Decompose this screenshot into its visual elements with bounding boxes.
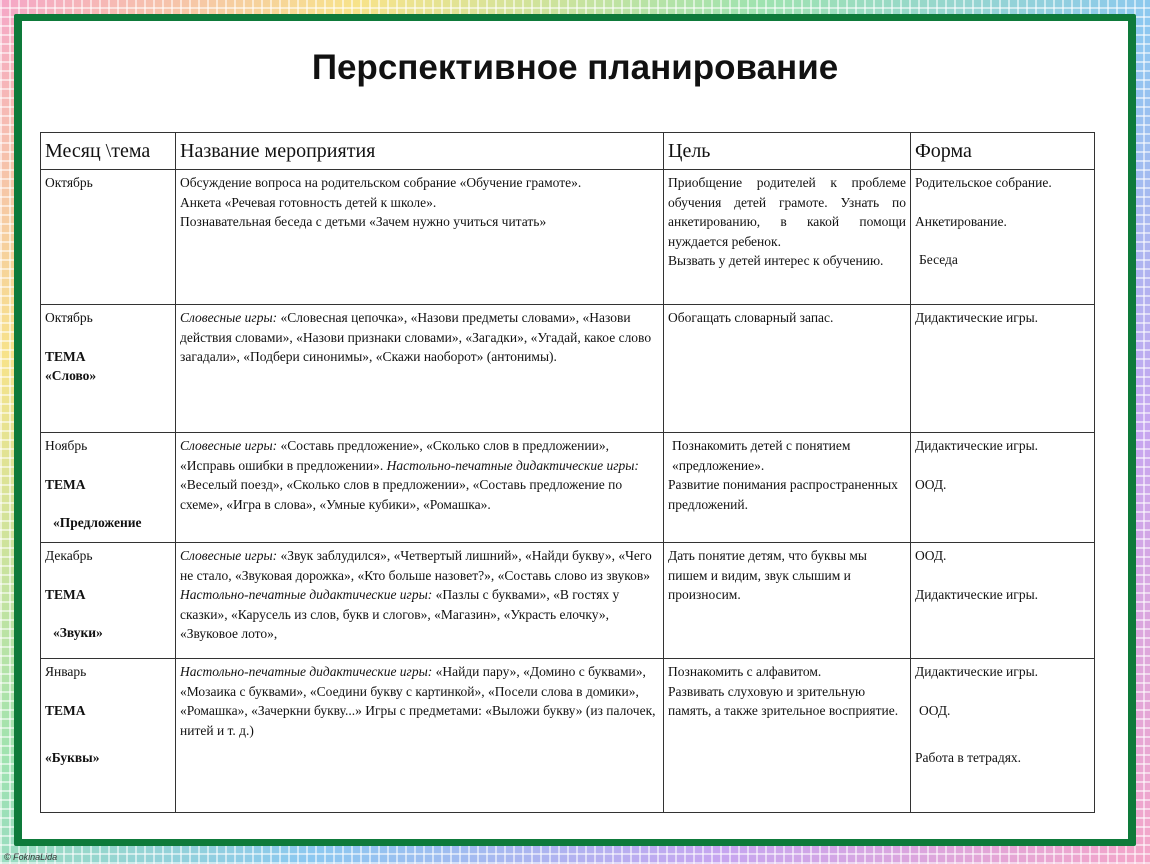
cell-goal <box>664 170 911 305</box>
goal-text: Приобщение родителей к проблеме обучения детей грамоте. Узнать по анкетированию, в какой помощи нуждается ребенок. <box>668 175 906 249</box>
form-text: Дидактические игры. <box>915 438 1039 453</box>
cell-month <box>41 659 176 813</box>
watermark: © FokinaLida <box>4 852 58 862</box>
cell-event <box>176 305 664 433</box>
page-title: Перспективное планирование <box>311 48 839 87</box>
table-row <box>41 305 1095 433</box>
form-text: ООД. <box>919 702 951 718</box>
theme-name: «Слово» <box>45 368 97 383</box>
event-category: Настольно-печатные дидактические игры: <box>180 587 433 602</box>
cell-form <box>911 170 1095 305</box>
planning-table <box>40 132 1095 813</box>
cell-goal <box>664 433 911 543</box>
form-text: Анкетирование. <box>915 213 1007 229</box>
header-event: Название мероприятия <box>176 133 664 170</box>
theme-name: «Предложение <box>53 515 142 530</box>
event-category: Настольно-печатные дидактические игры: <box>180 664 433 679</box>
event-category: Словесные игры: <box>180 310 278 325</box>
event-text: «Пазлы с буквами», «В гостях у сказки», «Карусель из слов, букв и слогов», «Магазин», «Украсть елочку», «Звуковое лото», <box>180 587 620 641</box>
cell-event <box>176 433 664 543</box>
form-text: Работа в тетрадях. <box>915 750 1022 765</box>
form-text: Дидактические игры. <box>915 310 1039 325</box>
cell-month <box>41 543 176 659</box>
cell-month <box>41 433 176 543</box>
cell-event <box>176 659 664 813</box>
cell-month <box>41 305 176 433</box>
month-name: Декабрь <box>45 548 93 563</box>
event-category: Настольно-печатные дидактические игры: <box>383 457 639 473</box>
event-text: «Составь предложение», «Сколько слов в предложении», «Исправь ошибки в предложении». <box>180 438 609 473</box>
form-text: Родительское собрание. <box>915 175 1052 190</box>
form-text: ООД. <box>915 548 947 563</box>
cell-form <box>911 543 1095 659</box>
event-text: Познавательная беседа с детьми «Зачем нужно учиться читать» <box>180 214 547 229</box>
cell-goal <box>664 543 911 659</box>
theme-label: ТЕМА <box>45 586 86 602</box>
goal-text: Развивать слуховую и зрительную память, а также зрительное восприятие. <box>668 683 899 718</box>
cell-event <box>176 170 664 305</box>
goal-text: Развитие понимания распространенных предложений. <box>668 477 898 512</box>
theme-name: «Буквы» <box>45 750 100 765</box>
cell-month <box>41 170 176 305</box>
table-row <box>41 433 1095 543</box>
form-text: Беседа <box>919 252 958 267</box>
goal-text: Познакомить детей с понятием «предложение». <box>672 438 851 473</box>
form-text: Дидактические игры. <box>915 664 1039 679</box>
goal-text: Обогащать словарный запас. <box>668 310 834 325</box>
event-category: Словесные игры: <box>180 438 278 453</box>
cell-form <box>911 659 1095 813</box>
form-text: Дидактические игры. <box>915 586 1039 602</box>
month-name: Октябрь <box>45 175 93 190</box>
header-month: Месяц \тема <box>41 133 176 170</box>
table-header-row <box>41 133 1095 170</box>
event-text: Анкета «Речевая готовность детей к школе». <box>180 194 437 210</box>
month-name: Январь <box>45 664 87 679</box>
header-goal: Цель <box>664 133 911 170</box>
cell-event <box>176 543 664 659</box>
theme-label: ТЕМА <box>45 348 86 364</box>
header-form: Форма <box>911 133 1095 170</box>
event-category: Словесные игры: <box>180 548 278 563</box>
theme-name: «Звуки» <box>53 625 103 640</box>
goal-text: Вызвать у детей интерес к обучению. <box>668 253 884 268</box>
cell-form <box>911 433 1095 543</box>
table-row <box>41 543 1095 659</box>
goal-text: Познакомить с алфавитом. <box>668 664 822 679</box>
cell-goal <box>664 305 911 433</box>
event-text: «Веселый поезд», «Сколько слов в предложении», «Составь предложение по схеме», «Игра в слова», «Умные кубики», «Ромашка». <box>180 477 623 512</box>
cell-goal <box>664 659 911 813</box>
event-text: «Звук заблудился», «Четвертый лишний», «Найди букву», «Чего не стало, «Звуковая дорожка», «Кто больше назовет?», «Составь слово из звуков» <box>180 548 652 583</box>
goal-text: Дать понятие детям, что буквы мы пишем и видим, звук слышим и произносим. <box>668 548 867 602</box>
event-text: «Словесная цепочка», «Назови предметы словами», «Назови действия словами», «Назови признаки словами», «Загадки», «Угадай, какое слово загадали», «Подбери синонимы», «Скажи наоборот» (антонимы). <box>180 310 652 364</box>
cell-form <box>911 305 1095 433</box>
table-row <box>41 170 1095 305</box>
theme-label: ТЕМА <box>45 702 86 718</box>
month-name: Октябрь <box>45 310 93 325</box>
event-text: «Найди пару», «Домино с буквами», «Мозаика с буквами», «Соедини букву с картинкой», «Посели слова в домики», «Ромашка», «Зачеркни букву...» Игры с предметами: «Выложи букву» (из палочек, нитей и т. д.) <box>180 664 656 738</box>
theme-label: ТЕМА <box>45 476 86 492</box>
month-name: Ноябрь <box>45 438 88 453</box>
event-text: Обсуждение вопроса на родительском собрание «Обучение грамоте». <box>180 175 582 190</box>
form-text: ООД. <box>915 476 947 492</box>
table-row <box>41 659 1095 813</box>
